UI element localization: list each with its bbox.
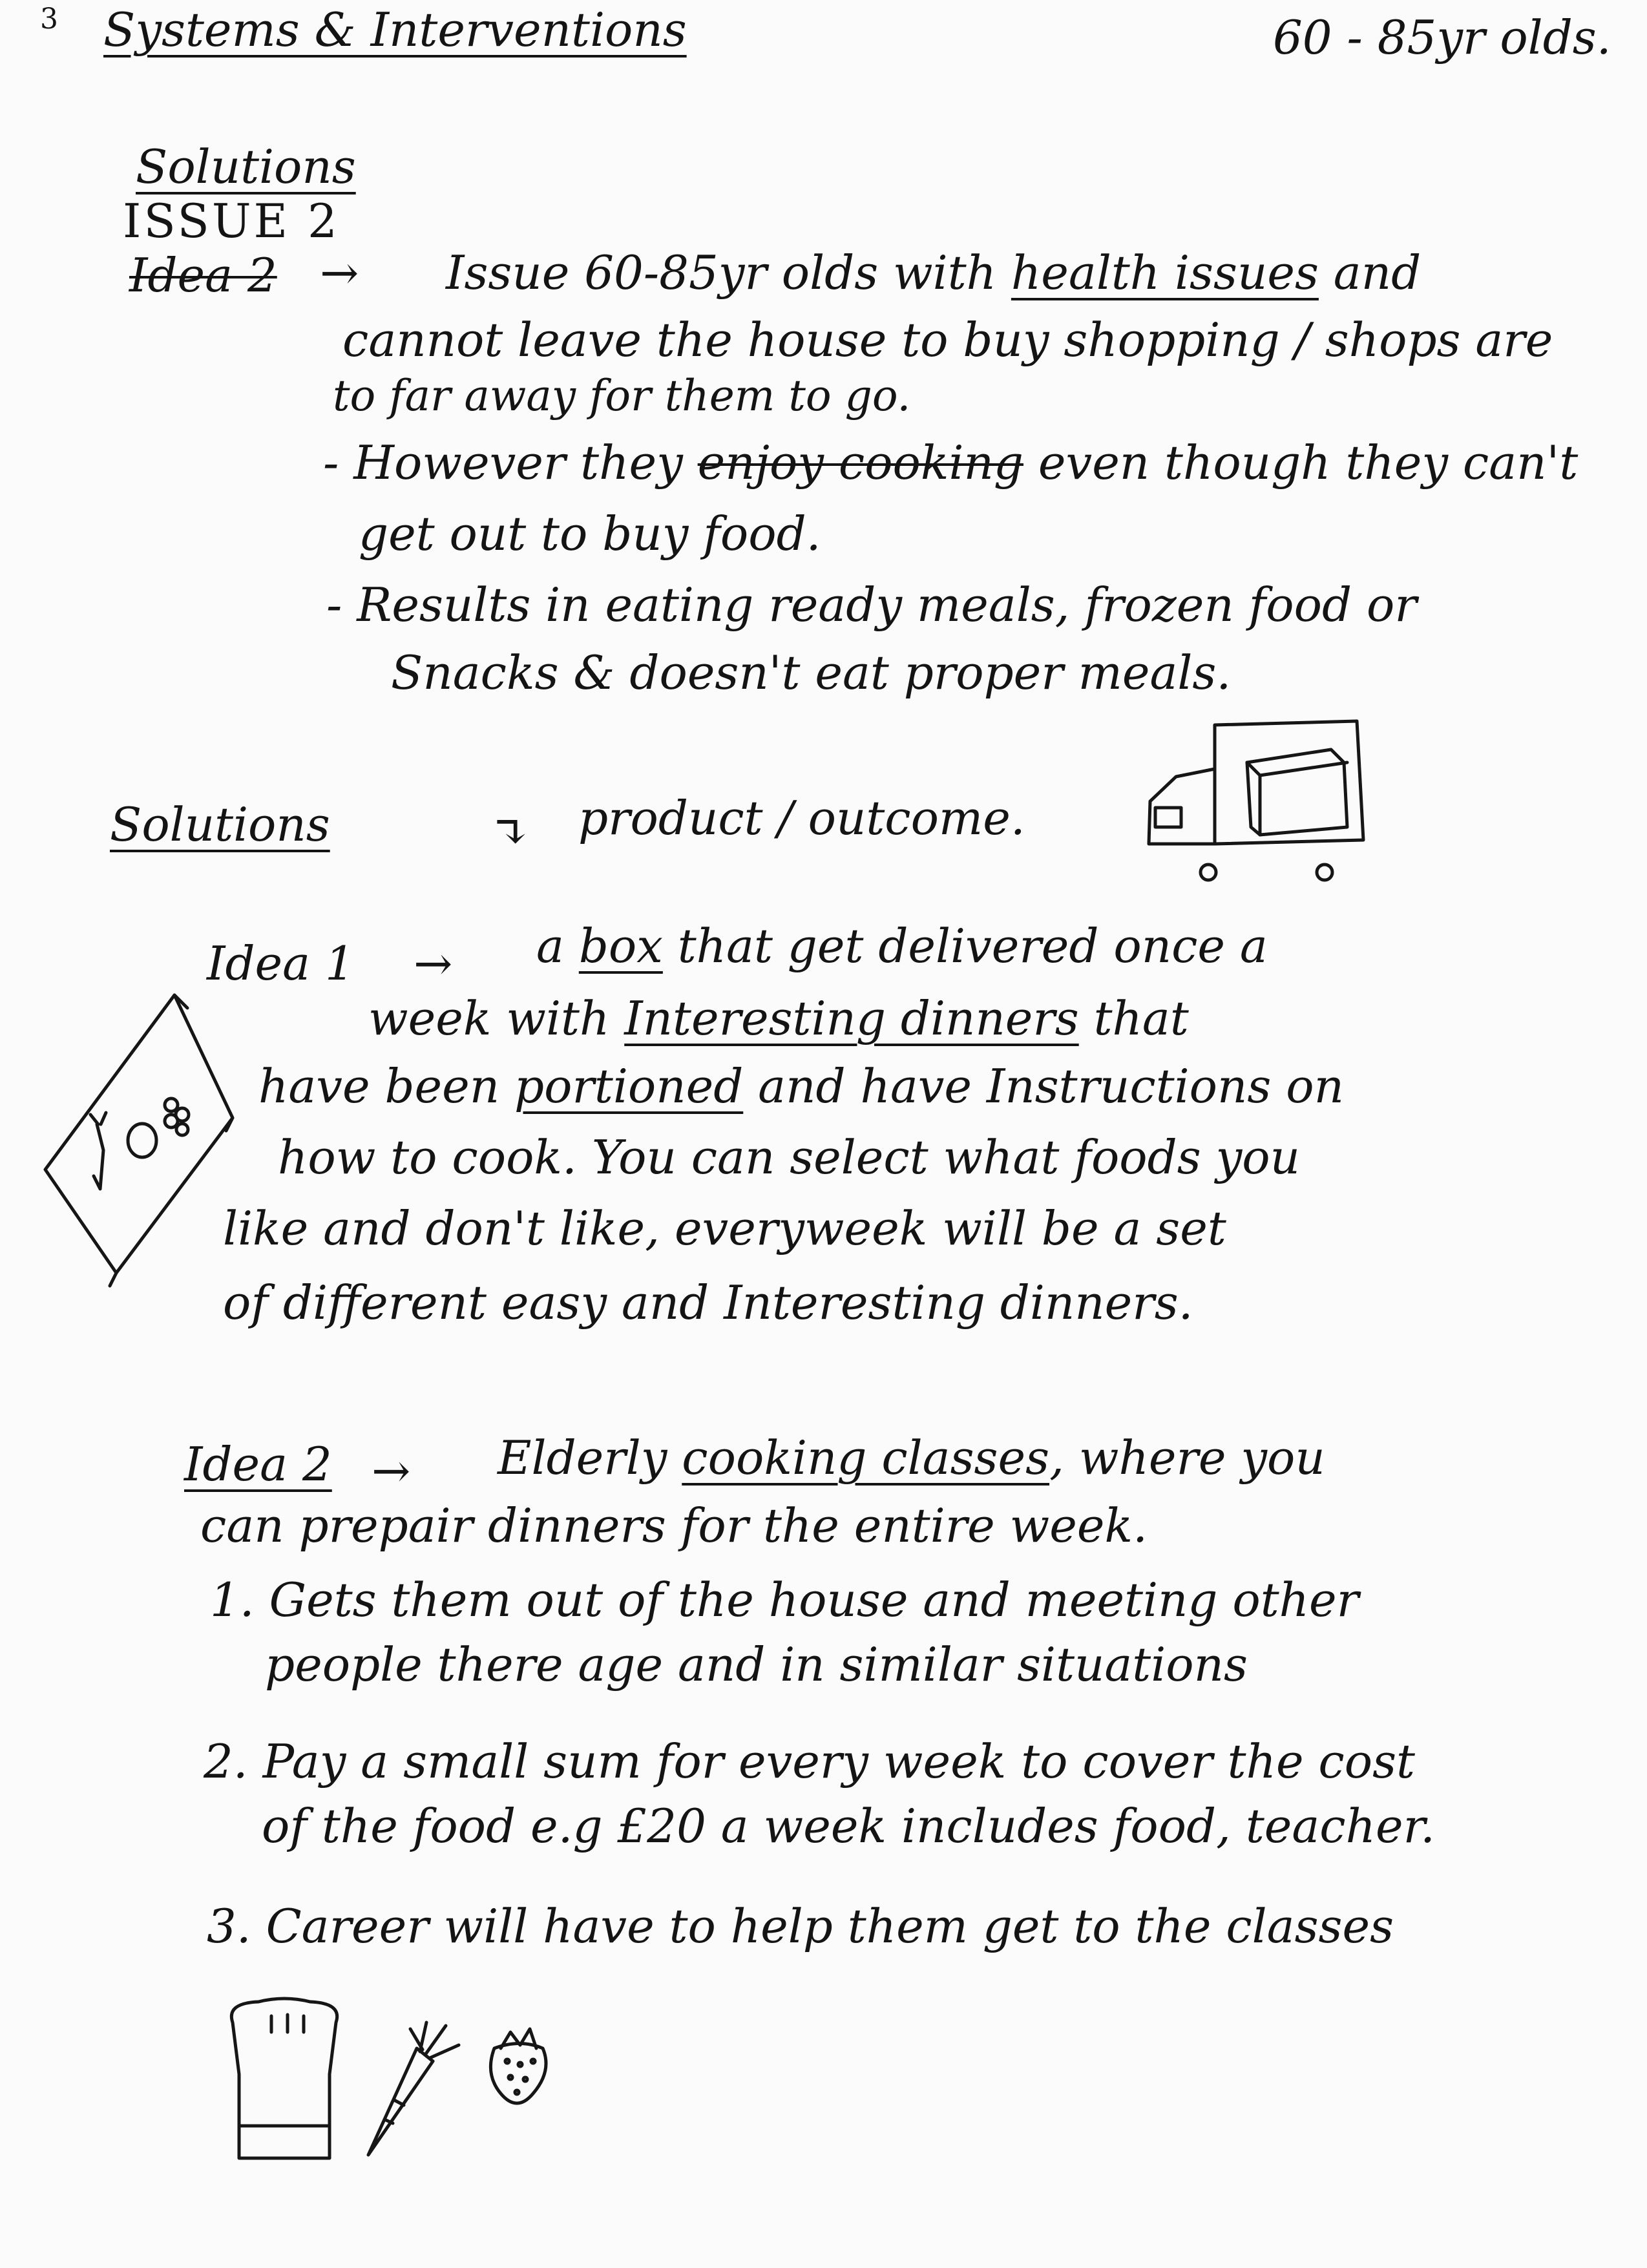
idea-1-line-4: how to cook. You can select what foods you <box>278 1130 1300 1184</box>
idea-1-line-1: a box that get delivered once a <box>536 919 1268 973</box>
delivery-van-icon <box>1137 717 1370 892</box>
page-title: Systems & Interventions <box>103 3 687 57</box>
idea-2-arrow: → <box>372 1444 411 1498</box>
arrow: → <box>320 246 359 300</box>
point-3: 3. Career will have to help them get to the classes <box>207 1899 1394 1953</box>
chef-hat-icon <box>220 1997 349 2171</box>
age-range: 60 - 85yr olds. <box>1273 10 1611 65</box>
idea-1-line-2: week with Interesting dinners that <box>368 991 1189 1045</box>
solutions-heading: Solutions <box>136 140 356 194</box>
point-1-line-2: people there age and in similar situations <box>265 1637 1248 1692</box>
idea-2-line-1: Elderly cooking classes, where you <box>498 1431 1325 1485</box>
idea-1-arrow: → <box>414 936 453 991</box>
strawberry-icon <box>481 2016 559 2113</box>
carrot-icon <box>355 2010 465 2158</box>
point-1-line-1: 1. Gets them out of the house and meeting other <box>210 1573 1359 1627</box>
idea-2-line-2: can prepair dinners for the entire week. <box>200 1498 1148 1553</box>
bullet-2-line-2: Snacks & doesn't eat proper meals. <box>391 646 1232 700</box>
idea-2-label: Idea 2 <box>184 1437 332 1491</box>
bullet-1-line-1: - However they enjoy cooking even though they can't <box>323 436 1579 490</box>
food-box-icon <box>39 989 246 1286</box>
idea-1-line-6: of different easy and Interesting dinners. <box>223 1276 1193 1330</box>
down-right-arrow: ↴ <box>491 805 530 859</box>
crossed-idea-label: Idea 2 <box>129 248 277 302</box>
point-2-line-2: of the food e.g £20 a week includes food, teacher. <box>262 1799 1435 1853</box>
product-outcome: product / outcome. <box>578 791 1025 845</box>
bullet-1-line-2: get out to buy food. <box>359 507 821 561</box>
issue-line-1: Issue 60-85yr olds with health issues and <box>446 246 1421 300</box>
idea-1-label: Idea 1 <box>207 936 355 991</box>
issue-label: ISSUE 2 <box>123 194 340 248</box>
point-2-line-1: 2. Pay a small sum for every week to cover the cost <box>204 1734 1415 1789</box>
idea-1-line-5: like and don't like, everyweek will be a set <box>223 1201 1226 1255</box>
page-number: 3 <box>40 3 58 36</box>
idea-1-line-3: have been portioned and have Instructions on <box>258 1059 1344 1113</box>
issue-line-2: cannot leave the house to buy shopping / shops are <box>342 313 1553 367</box>
solutions-heading-2: Solutions <box>110 797 330 852</box>
issue-line-3: to far away for them to go. <box>333 371 911 421</box>
bullet-2-line-1: - Results in eating ready meals, frozen food or <box>326 578 1417 632</box>
